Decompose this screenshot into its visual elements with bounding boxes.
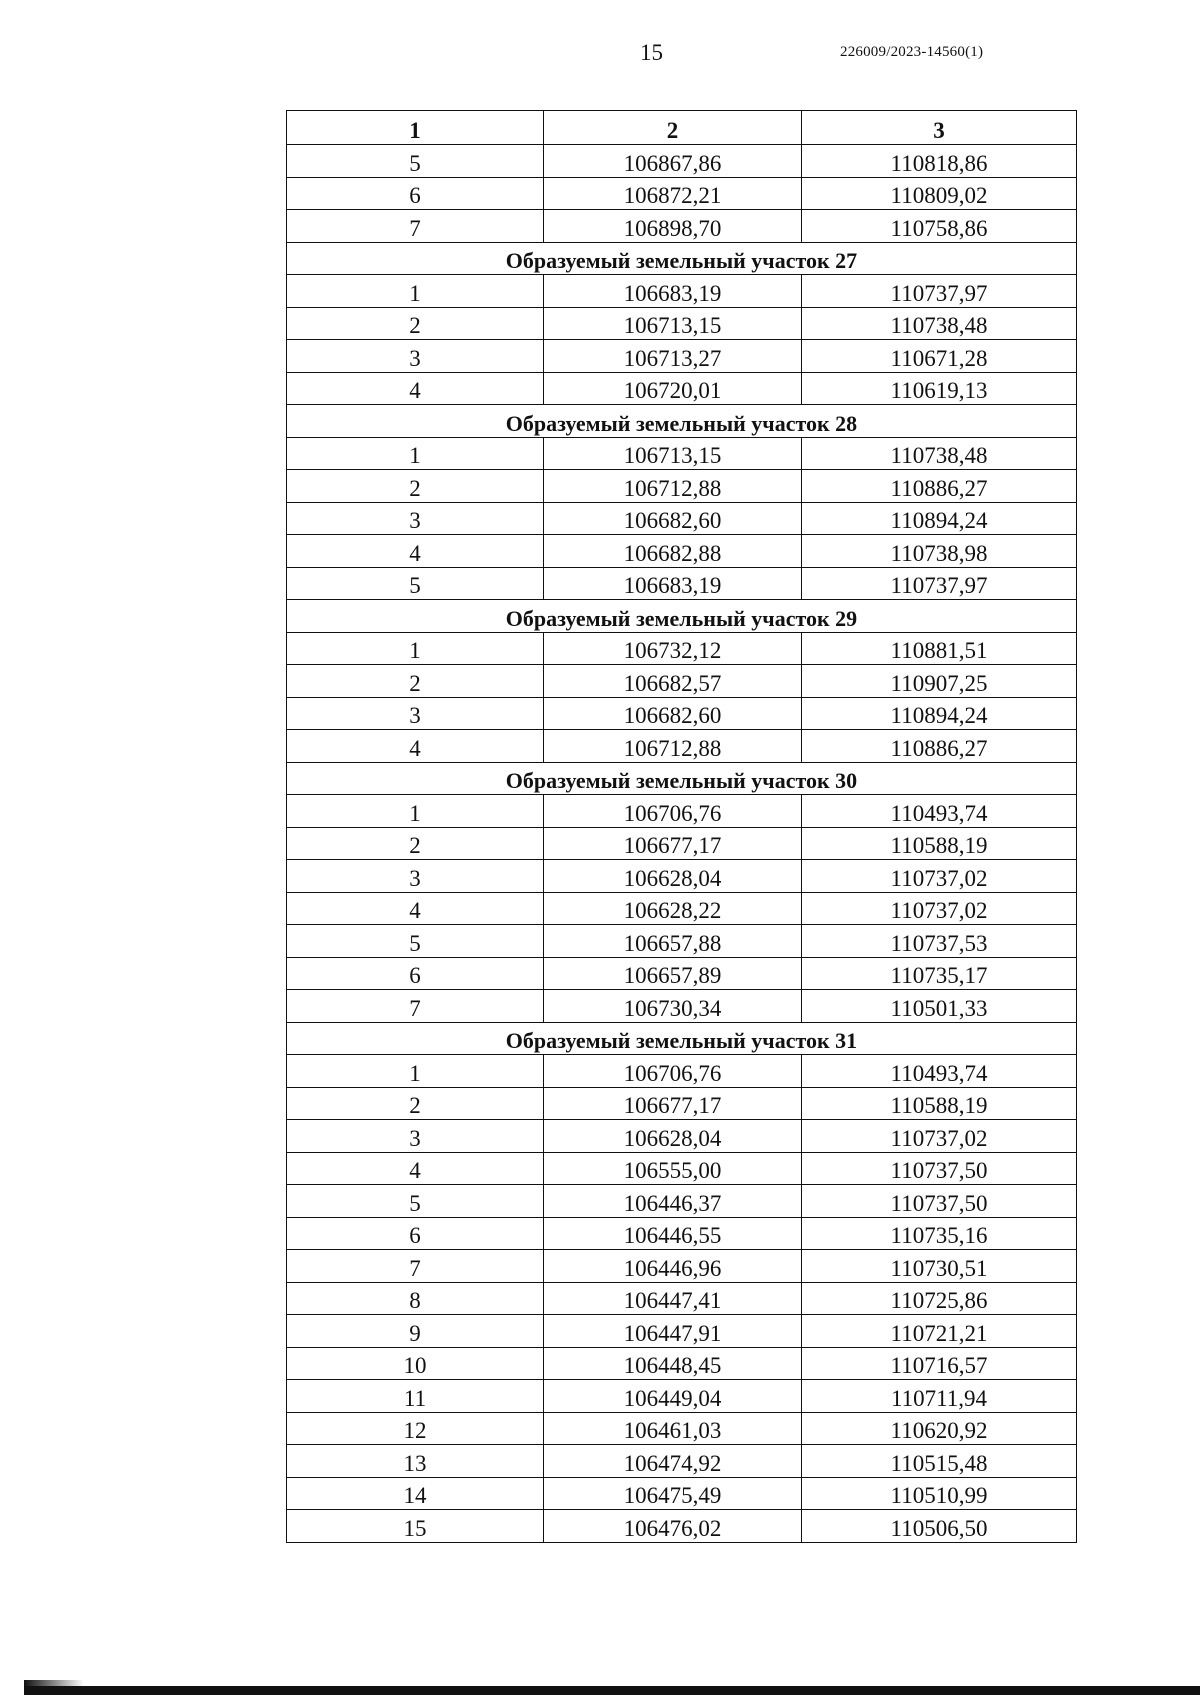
point-number-cell: 3 [287, 860, 544, 893]
x-coordinate-cell: 106730,34 [544, 990, 802, 1023]
table-row [287, 892, 1077, 925]
y-coordinate-cell: 110501,33 [802, 990, 1077, 1023]
x-coordinate-cell: 106867,86 [544, 145, 802, 178]
y-coordinate-cell: 110493,74 [802, 795, 1077, 828]
x-coordinate-cell: 106713,27 [544, 340, 802, 373]
table-row [287, 307, 1077, 340]
x-coordinate-cell: 106682,60 [544, 697, 802, 730]
x-coordinate-cell: 106677,17 [544, 1087, 802, 1120]
x-coordinate-cell: 106447,41 [544, 1282, 802, 1315]
table-row [287, 697, 1077, 730]
table-row [287, 1152, 1077, 1185]
parcel-section-title: Образуемый земельный участок 27 [287, 242, 1077, 275]
point-number-cell: 1 [287, 795, 544, 828]
point-number-cell: 1 [287, 275, 544, 308]
x-coordinate-cell: 106872,21 [544, 177, 802, 210]
x-coordinate-cell: 106682,57 [544, 665, 802, 698]
y-coordinate-cell: 110735,17 [802, 957, 1077, 990]
table-row [287, 730, 1077, 763]
x-coordinate-cell: 106628,04 [544, 860, 802, 893]
y-coordinate-cell: 110737,50 [802, 1152, 1077, 1185]
y-coordinate-cell: 110515,48 [802, 1445, 1077, 1478]
x-coordinate-cell: 106898,70 [544, 210, 802, 243]
x-coordinate-cell: 106476,02 [544, 1510, 802, 1543]
x-coordinate-cell: 106555,00 [544, 1152, 802, 1185]
point-number-cell: 2 [287, 665, 544, 698]
parcel-section-row [287, 405, 1077, 438]
x-coordinate-cell: 106732,12 [544, 632, 802, 665]
point-number-cell: 1 [287, 1055, 544, 1088]
y-coordinate-cell: 110818,86 [802, 145, 1077, 178]
table-row [287, 470, 1077, 503]
x-coordinate-cell: 106713,15 [544, 437, 802, 470]
x-coordinate-cell: 106713,15 [544, 307, 802, 340]
table-row [287, 1477, 1077, 1510]
y-coordinate-cell: 110721,21 [802, 1315, 1077, 1348]
y-coordinate-cell: 110894,24 [802, 697, 1077, 730]
x-coordinate-cell: 106446,55 [544, 1217, 802, 1250]
y-coordinate-cell: 110493,74 [802, 1055, 1077, 1088]
table-row [287, 1445, 1077, 1478]
table-row [287, 1055, 1077, 1088]
column-header-point-number: 1 [287, 111, 544, 145]
y-coordinate-cell: 110506,50 [802, 1510, 1077, 1543]
table-row [287, 665, 1077, 698]
y-coordinate-cell: 110738,48 [802, 307, 1077, 340]
x-coordinate-cell: 106682,60 [544, 502, 802, 535]
point-number-cell: 6 [287, 177, 544, 210]
point-number-cell: 4 [287, 535, 544, 568]
point-number-cell: 15 [287, 1510, 544, 1543]
point-number-cell: 8 [287, 1282, 544, 1315]
y-coordinate-cell: 110737,02 [802, 1120, 1077, 1153]
x-coordinate-cell: 106628,22 [544, 892, 802, 925]
parcel-section-title: Образуемый земельный участок 31 [287, 1022, 1077, 1055]
table-row [287, 145, 1077, 178]
coordinates-table [286, 110, 1077, 1543]
table-row [287, 957, 1077, 990]
x-coordinate-cell: 106682,88 [544, 535, 802, 568]
y-coordinate-cell: 110894,24 [802, 502, 1077, 535]
x-coordinate-cell: 106446,37 [544, 1185, 802, 1218]
y-coordinate-cell: 110881,51 [802, 632, 1077, 665]
y-coordinate-cell: 110737,02 [802, 892, 1077, 925]
point-number-cell: 6 [287, 957, 544, 990]
column-header-y: 3 [802, 111, 1077, 145]
point-number-cell: 13 [287, 1445, 544, 1478]
parcel-section-title: Образуемый земельный участок 29 [287, 600, 1077, 633]
point-number-cell: 7 [287, 1250, 544, 1283]
x-coordinate-cell: 106448,45 [544, 1347, 802, 1380]
table-row [287, 1412, 1077, 1445]
x-coordinate-cell: 106712,88 [544, 730, 802, 763]
point-number-cell: 1 [287, 632, 544, 665]
y-coordinate-cell: 110737,97 [802, 567, 1077, 600]
y-coordinate-cell: 110758,86 [802, 210, 1077, 243]
table-row [287, 535, 1077, 568]
x-coordinate-cell: 106474,92 [544, 1445, 802, 1478]
table-header-row [287, 111, 1077, 145]
x-coordinate-cell: 106712,88 [544, 470, 802, 503]
y-coordinate-cell: 110588,19 [802, 827, 1077, 860]
point-number-cell: 5 [287, 567, 544, 600]
x-coordinate-cell: 106706,76 [544, 1055, 802, 1088]
y-coordinate-cell: 110737,97 [802, 275, 1077, 308]
x-coordinate-cell: 106461,03 [544, 1412, 802, 1445]
point-number-cell: 3 [287, 502, 544, 535]
x-coordinate-cell: 106683,19 [544, 567, 802, 600]
table-row [287, 1282, 1077, 1315]
coordinates-table-body [287, 111, 1077, 1543]
y-coordinate-cell: 110716,57 [802, 1347, 1077, 1380]
y-coordinate-cell: 110738,98 [802, 535, 1077, 568]
x-coordinate-cell: 106447,91 [544, 1315, 802, 1348]
table-row [287, 1120, 1077, 1153]
table-row [287, 1185, 1077, 1218]
table-row [287, 795, 1077, 828]
point-number-cell: 2 [287, 307, 544, 340]
table-row [287, 632, 1077, 665]
point-number-cell: 5 [287, 925, 544, 958]
point-number-cell: 4 [287, 1152, 544, 1185]
point-number-cell: 12 [287, 1412, 544, 1445]
table-row [287, 177, 1077, 210]
y-coordinate-cell: 110730,51 [802, 1250, 1077, 1283]
table-row [287, 1347, 1077, 1380]
table-row [287, 502, 1077, 535]
y-coordinate-cell: 110738,48 [802, 437, 1077, 470]
point-number-cell: 3 [287, 340, 544, 373]
y-coordinate-cell: 110907,25 [802, 665, 1077, 698]
point-number-cell: 4 [287, 730, 544, 763]
x-coordinate-cell: 106683,19 [544, 275, 802, 308]
table-row [287, 210, 1077, 243]
point-number-cell: 10 [287, 1347, 544, 1380]
table-row [287, 925, 1077, 958]
parcel-section-row [287, 762, 1077, 795]
point-number-cell: 7 [287, 990, 544, 1023]
y-coordinate-cell: 110711,94 [802, 1380, 1077, 1413]
point-number-cell: 2 [287, 470, 544, 503]
y-coordinate-cell: 110619,13 [802, 372, 1077, 405]
y-coordinate-cell: 110886,27 [802, 470, 1077, 503]
table-row [287, 1315, 1077, 1348]
parcel-section-row [287, 242, 1077, 275]
table-row [287, 1380, 1077, 1413]
x-coordinate-cell: 106720,01 [544, 372, 802, 405]
table-row [287, 1217, 1077, 1250]
point-number-cell: 4 [287, 372, 544, 405]
y-coordinate-cell: 110809,02 [802, 177, 1077, 210]
document-reference: 226009/2023-14560(1) [840, 44, 984, 60]
point-number-cell: 3 [287, 697, 544, 730]
y-coordinate-cell: 110620,92 [802, 1412, 1077, 1445]
point-number-cell: 4 [287, 892, 544, 925]
table-row [287, 1510, 1077, 1543]
table-row [287, 372, 1077, 405]
table-row [287, 1250, 1077, 1283]
x-coordinate-cell: 106446,96 [544, 1250, 802, 1283]
point-number-cell: 5 [287, 145, 544, 178]
table-row [287, 567, 1077, 600]
y-coordinate-cell: 110737,53 [802, 925, 1077, 958]
point-number-cell: 9 [287, 1315, 544, 1348]
table-row [287, 340, 1077, 373]
y-coordinate-cell: 110737,02 [802, 860, 1077, 893]
x-coordinate-cell: 106475,49 [544, 1477, 802, 1510]
point-number-cell: 6 [287, 1217, 544, 1250]
table-row [287, 827, 1077, 860]
y-coordinate-cell: 110588,19 [802, 1087, 1077, 1120]
y-coordinate-cell: 110725,86 [802, 1282, 1077, 1315]
point-number-cell: 7 [287, 210, 544, 243]
y-coordinate-cell: 110510,99 [802, 1477, 1077, 1510]
table-row [287, 275, 1077, 308]
y-coordinate-cell: 110886,27 [802, 730, 1077, 763]
point-number-cell: 1 [287, 437, 544, 470]
point-number-cell: 2 [287, 1087, 544, 1120]
parcel-section-title: Образуемый земельный участок 28 [287, 405, 1077, 438]
parcel-section-row [287, 600, 1077, 633]
x-coordinate-cell: 106657,89 [544, 957, 802, 990]
x-coordinate-cell: 106706,76 [544, 795, 802, 828]
x-coordinate-cell: 106677,17 [544, 827, 802, 860]
x-coordinate-cell: 106657,88 [544, 925, 802, 958]
table-row [287, 860, 1077, 893]
point-number-cell: 11 [287, 1380, 544, 1413]
table-row [287, 990, 1077, 1023]
x-coordinate-cell: 106449,04 [544, 1380, 802, 1413]
point-number-cell: 5 [287, 1185, 544, 1218]
x-coordinate-cell: 106628,04 [544, 1120, 802, 1153]
parcel-section-row [287, 1022, 1077, 1055]
point-number-cell: 2 [287, 827, 544, 860]
point-number-cell: 14 [287, 1477, 544, 1510]
scan-edge-bar [24, 1686, 1200, 1695]
y-coordinate-cell: 110735,16 [802, 1217, 1077, 1250]
parcel-section-title: Образуемый земельный участок 30 [287, 762, 1077, 795]
table-row [287, 1087, 1077, 1120]
table-row [287, 437, 1077, 470]
y-coordinate-cell: 110671,28 [802, 340, 1077, 373]
page-number: 15 [640, 40, 663, 65]
column-header-x: 2 [544, 111, 802, 145]
y-coordinate-cell: 110737,50 [802, 1185, 1077, 1218]
point-number-cell: 3 [287, 1120, 544, 1153]
